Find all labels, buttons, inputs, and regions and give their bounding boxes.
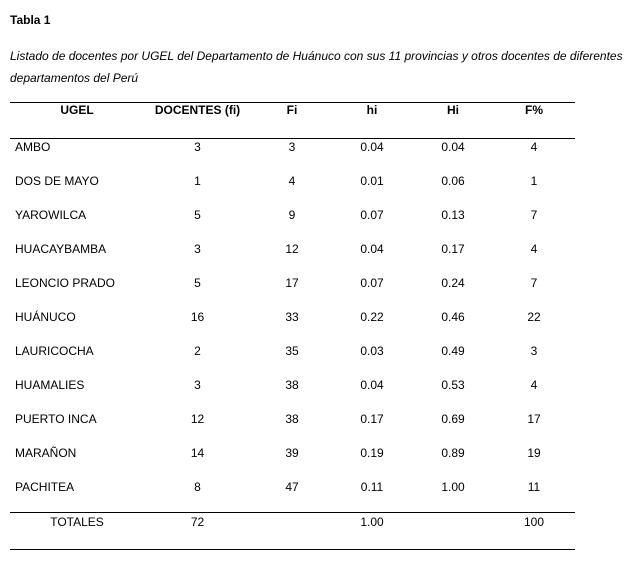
header-fi-cumulative: Fi: [286, 103, 298, 117]
cell-ugel: MARAÑON: [15, 446, 77, 460]
table-caption: Listado de docentes por UGEL del Departamento de Huánuco con sus 11 provincias y otros docentes de diferentes departamentos del Perú: [10, 49, 623, 85]
cell-docentes: 5: [194, 276, 201, 290]
cell-ugel: LEONCIO PRADO: [15, 276, 116, 290]
cell-docentes: 1: [194, 174, 201, 188]
cell-fi-cumulative: 38: [285, 378, 299, 392]
cell-percent: 17: [527, 412, 541, 426]
table-row: [10, 477, 575, 497]
cell-fi-cumulative: 3: [288, 140, 296, 154]
totals-hi: 1.00: [360, 515, 384, 529]
table-row: [10, 273, 575, 293]
header-percent: F%: [525, 103, 543, 117]
cell-fi-cumulative: 17: [285, 276, 299, 290]
cell-ugel: HUACAYBAMBA: [15, 242, 107, 256]
cell-percent: 1: [530, 174, 538, 188]
cell-hi-relative: 0.22: [360, 310, 384, 324]
cell-docentes: 14: [190, 446, 205, 460]
cell-fi-cumulative: 4: [288, 174, 296, 188]
cell-percent: 19: [527, 446, 541, 460]
header-hi-relative: hi: [366, 103, 378, 117]
table-row: [10, 239, 575, 259]
cell-ugel: PACHITEA: [15, 480, 75, 494]
cell-docentes: 3: [194, 242, 201, 256]
table-row: [10, 375, 575, 395]
cell-hi-cumulative: 0.89: [441, 446, 465, 460]
cell-percent: 4: [530, 140, 538, 154]
cell-hi-relative: 0.07: [360, 208, 384, 222]
cell-percent: 4: [530, 378, 538, 392]
cell-hi-cumulative: 0.04: [441, 140, 465, 154]
table-row: [10, 341, 575, 361]
cell-hi-relative: 0.19: [360, 446, 384, 460]
table-row: [10, 443, 575, 463]
cell-ugel: DOS DE MAYO: [15, 174, 99, 188]
cell-hi-cumulative: 0.53: [441, 378, 465, 392]
cell-percent: 11: [527, 480, 541, 494]
cell-hi-cumulative: 0.49: [441, 344, 465, 358]
cell-ugel: LAURICOCHA: [15, 344, 94, 358]
cell-hi-cumulative: 0.46: [441, 310, 465, 324]
cell-docentes: 5: [194, 208, 201, 222]
cell-hi-relative: 0.17: [360, 412, 384, 426]
cell-fi-cumulative: 47: [285, 480, 299, 494]
cell-ugel: HUÁNUCO: [15, 310, 76, 324]
cell-hi-cumulative: 1.00: [441, 480, 465, 494]
cell-hi-cumulative: 0.24: [441, 276, 465, 290]
cell-fi-cumulative: 33: [285, 310, 299, 324]
cell-percent: 7: [530, 208, 538, 222]
cell-hi-cumulative: 0.69: [441, 412, 465, 426]
table-row: [10, 409, 575, 429]
cell-fi-cumulative: 38: [285, 412, 299, 426]
cell-hi-cumulative: 0.06: [441, 174, 465, 188]
cell-hi-relative: 0.03: [360, 344, 384, 358]
totals-docentes: 72: [190, 515, 205, 529]
totals-percent: 100: [523, 515, 545, 529]
cell-percent: 4: [530, 242, 538, 256]
cell-fi-cumulative: 12: [285, 242, 299, 256]
cell-percent: 7: [530, 276, 538, 290]
cell-docentes: 3: [194, 140, 201, 154]
cell-hi-cumulative: 0.13: [441, 208, 465, 222]
cell-ugel: PUERTO INCA: [15, 412, 97, 426]
cell-hi-relative: 0.01: [360, 174, 384, 188]
cell-hi-relative: 0.04: [360, 378, 384, 392]
table-bottom-rule: [10, 549, 575, 550]
cell-percent: 22: [527, 310, 541, 324]
cell-hi-cumulative: 0.17: [441, 242, 465, 256]
table-row: [10, 307, 575, 327]
header-ugel: UGEL: [60, 103, 94, 117]
cell-hi-relative: 0.04: [360, 140, 384, 154]
table-row: [10, 205, 575, 225]
table-row: [10, 171, 575, 191]
cell-fi-cumulative: 39: [285, 446, 299, 460]
table-header-row: [10, 100, 575, 120]
cell-hi-relative: 0.04: [360, 242, 384, 256]
cell-ugel: AMBO: [15, 140, 51, 154]
cell-docentes: 16: [190, 310, 205, 324]
cell-docentes: 3: [194, 378, 201, 392]
cell-percent: 3: [530, 344, 538, 358]
header-docentes: DOCENTES (fi): [154, 103, 241, 117]
table-row: [10, 137, 575, 157]
cell-docentes: 8: [194, 480, 201, 494]
cell-hi-relative: 0.07: [360, 276, 384, 290]
cell-ugel: HUAMALIES: [15, 378, 85, 392]
table-label: Tabla 1: [10, 13, 51, 27]
cell-fi-cumulative: 35: [285, 344, 299, 358]
cell-docentes: 12: [190, 412, 205, 426]
table-totals-row: [10, 512, 575, 532]
cell-docentes: 2: [194, 344, 201, 358]
header-hi-cumulative: Hi: [447, 103, 459, 117]
cell-ugel: YAROWILCA: [15, 208, 87, 222]
cell-hi-relative: 0.11: [360, 480, 384, 494]
cell-fi-cumulative: 9: [288, 208, 296, 222]
totals-label: TOTALES: [50, 515, 104, 529]
